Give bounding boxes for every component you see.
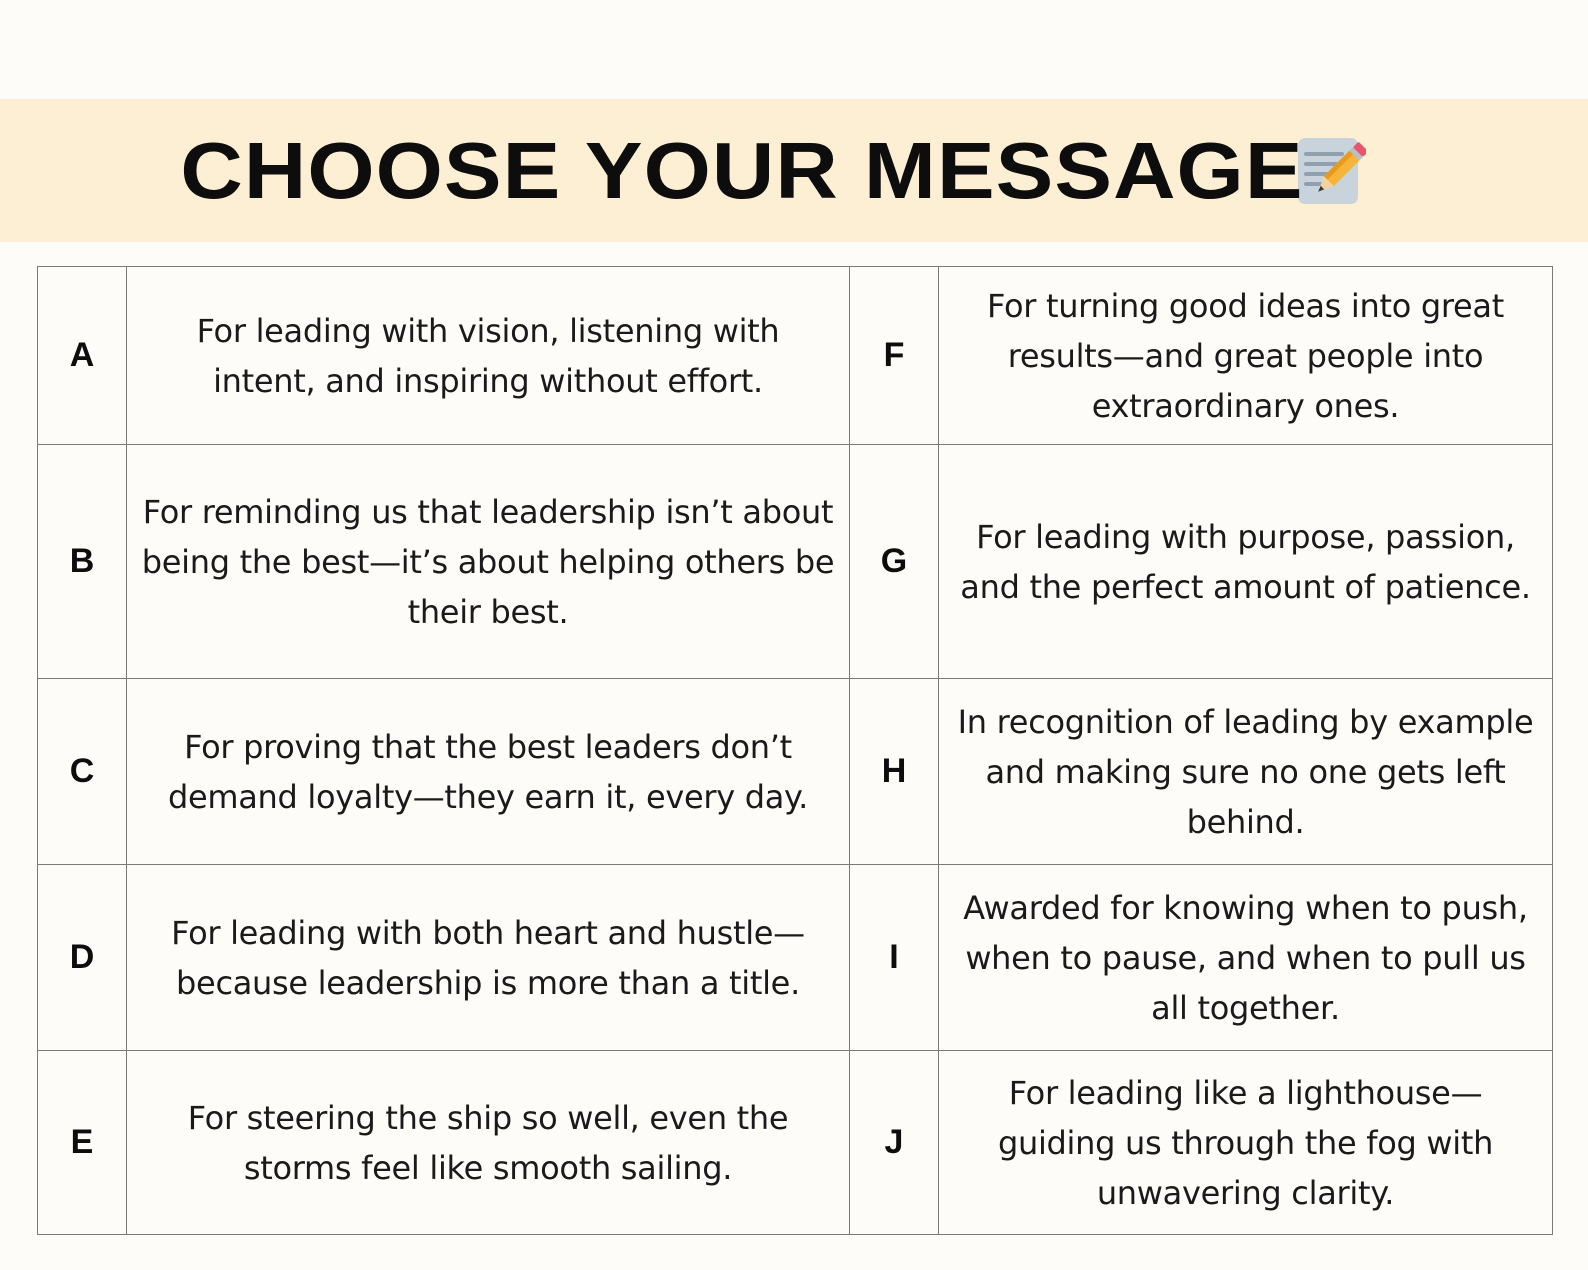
- table-row: [38, 865, 1553, 1051]
- memo-pencil-icon: [1296, 134, 1366, 208]
- option-letter-j: J: [850, 1051, 939, 1235]
- option-letter-e: E: [38, 1051, 127, 1235]
- option-letter-d: D: [38, 865, 127, 1051]
- option-message-a: For leading with vision, listening with intent, and inspiring without effort.: [127, 267, 850, 445]
- option-message-e: For steering the ship so well, even the storms feel like smooth sailing.: [127, 1051, 850, 1235]
- option-message-g: For leading with purpose, passion, and the perfect amount of patience.: [939, 445, 1553, 679]
- option-message-f: For turning good ideas into great results—and great people into extraordinary ones.: [939, 267, 1553, 445]
- table-row: [38, 267, 1553, 445]
- message-table: [37, 266, 1553, 1235]
- title-banner: [0, 99, 1588, 242]
- option-message-h: In recognition of leading by example and making sure no one gets left behind.: [939, 679, 1553, 865]
- table-row: [38, 445, 1553, 679]
- table-row: [38, 1051, 1553, 1235]
- option-message-j: For leading like a lighthouse—guiding us through the fog with unwavering clarity.: [939, 1051, 1553, 1235]
- option-message-b: For reminding us that leadership isn’t about being the best—it’s about helping others be their best.: [127, 445, 850, 679]
- option-letter-i: I: [850, 865, 939, 1051]
- option-message-d: For leading with both heart and hustle—because leadership is more than a title.: [127, 865, 850, 1051]
- option-letter-h: H: [850, 679, 939, 865]
- page-title: CHOOSE YOUR MESSAGE: [180, 125, 1304, 215]
- option-letter-b: B: [38, 445, 127, 679]
- option-letter-f: F: [850, 267, 939, 445]
- option-message-c: For proving that the best leaders don’t demand loyalty—they earn it, every day.: [127, 679, 850, 865]
- table-row: [38, 679, 1553, 865]
- option-letter-c: C: [38, 679, 127, 865]
- option-letter-a: A: [38, 267, 127, 445]
- option-message-i: Awarded for knowing when to push, when to pause, and when to pull us all together.: [939, 865, 1553, 1051]
- option-letter-g: G: [850, 445, 939, 679]
